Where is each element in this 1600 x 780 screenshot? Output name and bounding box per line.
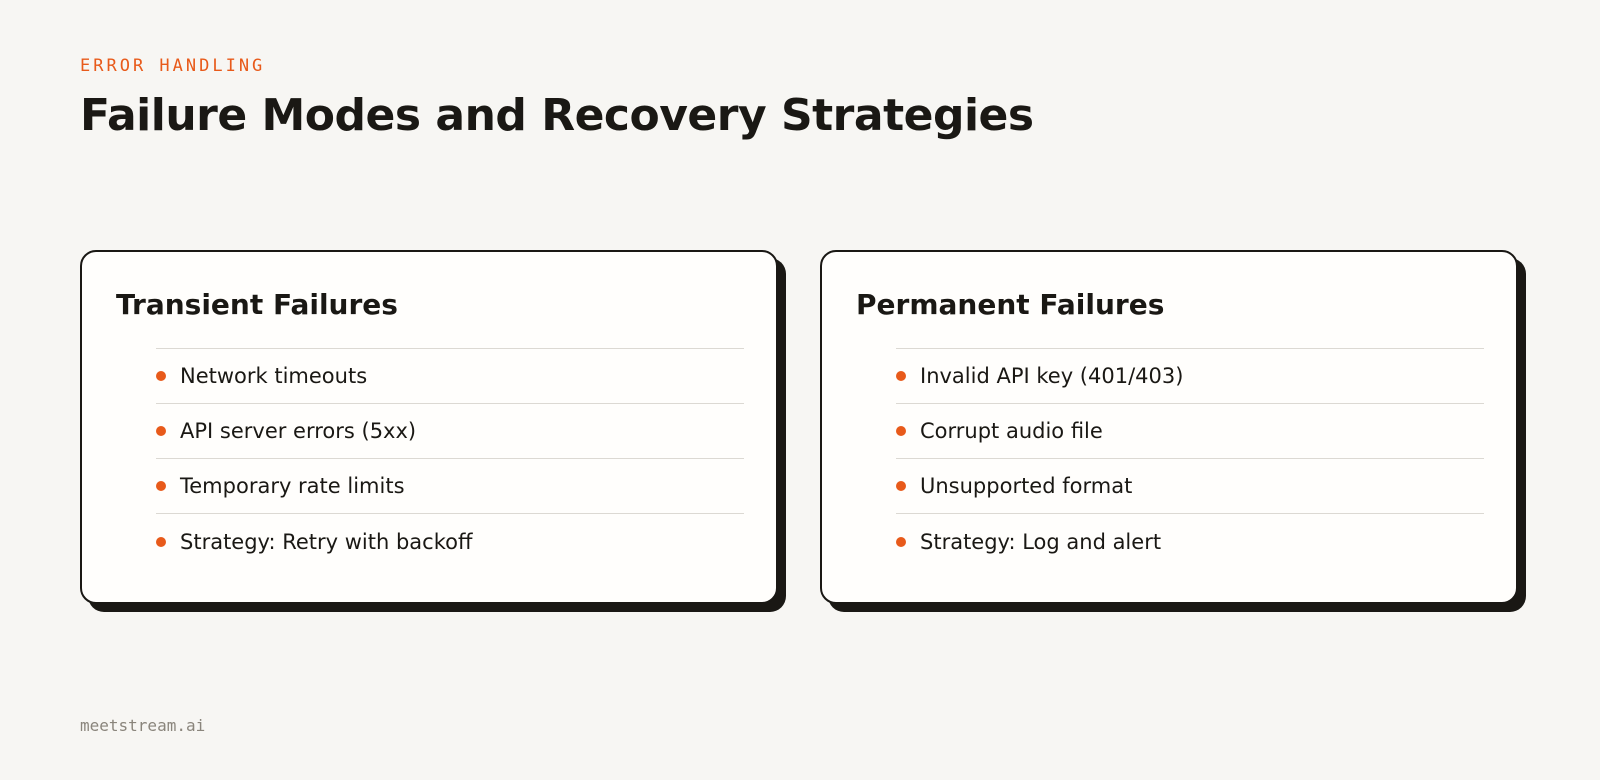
bullet-dot-icon <box>156 426 166 436</box>
list-item-label: API server errors (5xx) <box>180 419 417 443</box>
list-item-label: Strategy: Retry with backoff <box>180 529 473 554</box>
list-item <box>156 404 744 459</box>
bullet-dot-icon <box>156 481 166 491</box>
list-item <box>156 514 744 569</box>
section-eyebrow: ERROR HANDLING <box>80 56 266 76</box>
list-item <box>896 459 1484 514</box>
card-title: Permanent Failures <box>856 288 1165 321</box>
list-item <box>896 514 1484 569</box>
list-item-label: Corrupt audio file <box>920 419 1103 443</box>
bullet-dot-icon <box>896 426 906 436</box>
list-item <box>156 349 744 404</box>
list-item-label: Unsupported format <box>920 474 1133 498</box>
list-item <box>896 349 1484 404</box>
bullet-dot-icon <box>896 481 906 491</box>
card-permanent-failures <box>820 250 1518 604</box>
list-item-label: Temporary rate limits <box>180 474 405 498</box>
card-title: Transient Failures <box>116 288 398 321</box>
footer-brand: meetstream.ai <box>80 716 206 735</box>
list-item-label: Network timeouts <box>180 364 368 388</box>
bullet-dot-icon <box>896 537 906 547</box>
list-item-label: Invalid API key (401/403) <box>920 364 1184 388</box>
list-item <box>156 459 744 514</box>
bullet-dot-icon <box>156 537 166 547</box>
failure-list <box>896 348 1484 569</box>
failure-list <box>156 348 744 569</box>
list-item <box>896 404 1484 459</box>
bullet-dot-icon <box>896 371 906 381</box>
list-item-label: Strategy: Log and alert <box>920 529 1162 554</box>
page-title: Failure Modes and Recovery Strategies <box>80 90 1034 141</box>
card-transient-failures <box>80 250 778 604</box>
bullet-dot-icon <box>156 371 166 381</box>
